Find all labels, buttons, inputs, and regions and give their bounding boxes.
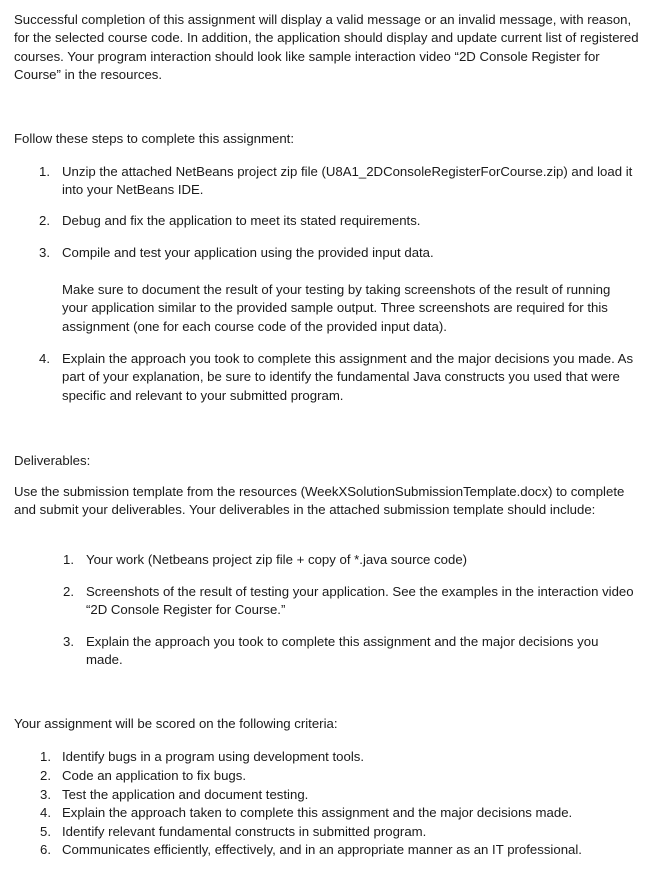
criteria-number: 6. <box>40 842 51 857</box>
criteria-number: 1. <box>40 749 51 764</box>
deliverable-number: 1. <box>63 552 74 567</box>
step-note <box>62 281 636 337</box>
deliverables-paragraph: Use the submission template from the resources (WeekXSolutionSubmissionTemplate.docx) to complete and submit your deliverables. Your deliverables in the attached submission template should include: <box>14 484 625 518</box>
criteria-number: 4. <box>40 805 51 820</box>
step-number: 2. <box>39 213 50 228</box>
step-number: 3. <box>39 245 50 260</box>
step-item-1 <box>36 163 636 201</box>
deliverable-number: 2. <box>63 584 74 599</box>
criteria-heading: Your assignment will be scored on the following criteria: <box>14 716 338 731</box>
deliverable-text: Your work (Netbeans project zip file + copy of *.java source code) <box>86 552 468 567</box>
criteria-text: Test the application and document testing. <box>62 787 309 802</box>
criteria-number: 5. <box>40 824 51 839</box>
step-item-3 <box>36 244 636 263</box>
steps-heading: Follow these steps to complete this assignment: <box>14 131 295 146</box>
step-text: Compile and test your application using the provided input data. <box>62 245 434 260</box>
criteria-number: 3. <box>40 787 51 802</box>
criteria-number: 2. <box>40 768 51 783</box>
criteria-text: Identify relevant fundamental constructs in submitted program. <box>62 824 427 839</box>
intro-paragraph: Successful completion of this assignment will display a valid message or an invalid message, with reason, for the selected course code. In addition, the application should display and update current list of registered courses. Your program interaction should look like sample interaction video “2D Console Register for Course” in the resources. <box>14 12 639 83</box>
criteria-text: Explain the approach taken to complete this assignment and the major decisions made. <box>62 805 573 820</box>
step-number: 1. <box>39 164 50 179</box>
deliverable-item-1 <box>60 551 636 570</box>
deliverables-heading: Deliverables: <box>14 453 91 468</box>
deliverable-item-2 <box>60 583 636 621</box>
deliverable-item-3 <box>60 633 636 671</box>
criteria-text: Code an application to fix bugs. <box>62 768 247 783</box>
step-text: Explain the approach you took to complete this assignment and the major decisions you made. As part of your explanation, be sure to identify the fundamental Java constructs you used that were specific and relevant to your submitted program. <box>62 351 634 403</box>
step-number: 4. <box>39 351 50 366</box>
step-text: Debug and fix the application to meet its stated requirements. <box>62 213 421 228</box>
step-item-4 <box>36 350 636 406</box>
criteria-text: Identify bugs in a program using development tools. <box>62 749 365 764</box>
criteria-text: Communicates efficiently, effectively, and in an appropriate manner as an IT professional. <box>62 842 582 857</box>
deliverable-number: 3. <box>63 634 74 649</box>
step-item-2 <box>36 212 636 231</box>
deliverable-text: Explain the approach you took to complete this assignment and the major decisions you made. <box>86 634 599 668</box>
step-text: Unzip the attached NetBeans project zip file (U8A1_2DConsoleRegisterForCourse.zip) and load it into your NetBeans IDE. <box>62 164 633 198</box>
step-note-text: Make sure to document the result of your testing by taking screenshots of the result of running your application similar to the provided sample output. Three screenshots are required for this assignment (one for each course code of the provided input data). <box>62 282 611 334</box>
deliverable-text: Screenshots of the result of testing your application. See the examples in the interaction video “2D Console Register for Course.” <box>86 584 634 618</box>
